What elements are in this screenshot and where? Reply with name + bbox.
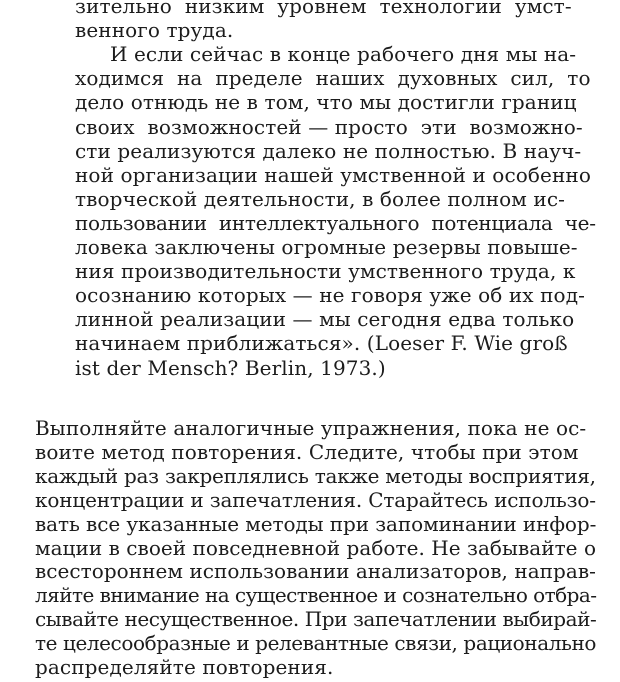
- paragraph-line: мации в своей повседневной работе. Не забывайте о: [35, 535, 597, 560]
- quote-line: сти реализуются далеко не полностью. В науч-: [75, 138, 582, 163]
- quote-line: ходимся на пределе наших духовных сил, то: [75, 66, 591, 91]
- paragraph-line: ляйте внимание на существенное и сознательно отбра-: [35, 583, 597, 608]
- paragraph-line: каждый раз закреплялись также методы восприятия,: [35, 463, 596, 488]
- paragraph-line: всестороннем использовании анализаторов, направ-: [35, 559, 596, 584]
- paragraph-line: Выполняйте аналогичные упражнения, пока не ос-: [35, 416, 587, 440]
- quote-line: венного труда.: [75, 18, 234, 43]
- quote-line: ния производительности умственного труда, к: [75, 259, 576, 284]
- quote-line: ной организации нашей умственной и особенно: [75, 162, 591, 187]
- quote-line: зительно низким уровнем технологии умст-: [75, 0, 572, 18]
- quote-line: творческой деятельности, в более полном ис-: [75, 186, 565, 211]
- quote-line: И если сейчас в конце рабочего дня мы на-: [110, 42, 577, 67]
- quote-line: ist der Mensch? Berlin, 1973.): [75, 355, 386, 380]
- quote-line: осознанию которых — не говоря уже об их под-: [75, 283, 585, 308]
- quote-line: ловека заключены огромные резервы повыше-: [75, 235, 578, 259]
- quote-line: своих возможностей — просто эти возможно-: [75, 114, 583, 139]
- paragraph-line: те целесообразные и релевантные связи, рационально: [35, 631, 596, 656]
- quote-line: пользовании интеллектуального потенциала че-: [75, 210, 596, 235]
- quote-line: дело отнюдь не в том, что мы достигли границ: [75, 90, 577, 115]
- quote-line: начинаем приближаться». (Loeser F. Wie groß: [75, 331, 568, 356]
- paragraph-line: воите метод повторения. Следите, чтобы при этом: [35, 439, 579, 464]
- quote-line: линной реализации — мы сегодня едва только: [75, 307, 575, 332]
- paragraph-line: вать все указанные методы при запоминании инфор-: [35, 511, 597, 536]
- paragraph-line: концентрации и запечатления. Старайтесь использо-: [35, 487, 596, 512]
- paragraph-line: распределяйте повторения.: [35, 655, 334, 679]
- paragraph-line: сывайте несущественное. При запечатлении выбирай-: [35, 607, 597, 632]
